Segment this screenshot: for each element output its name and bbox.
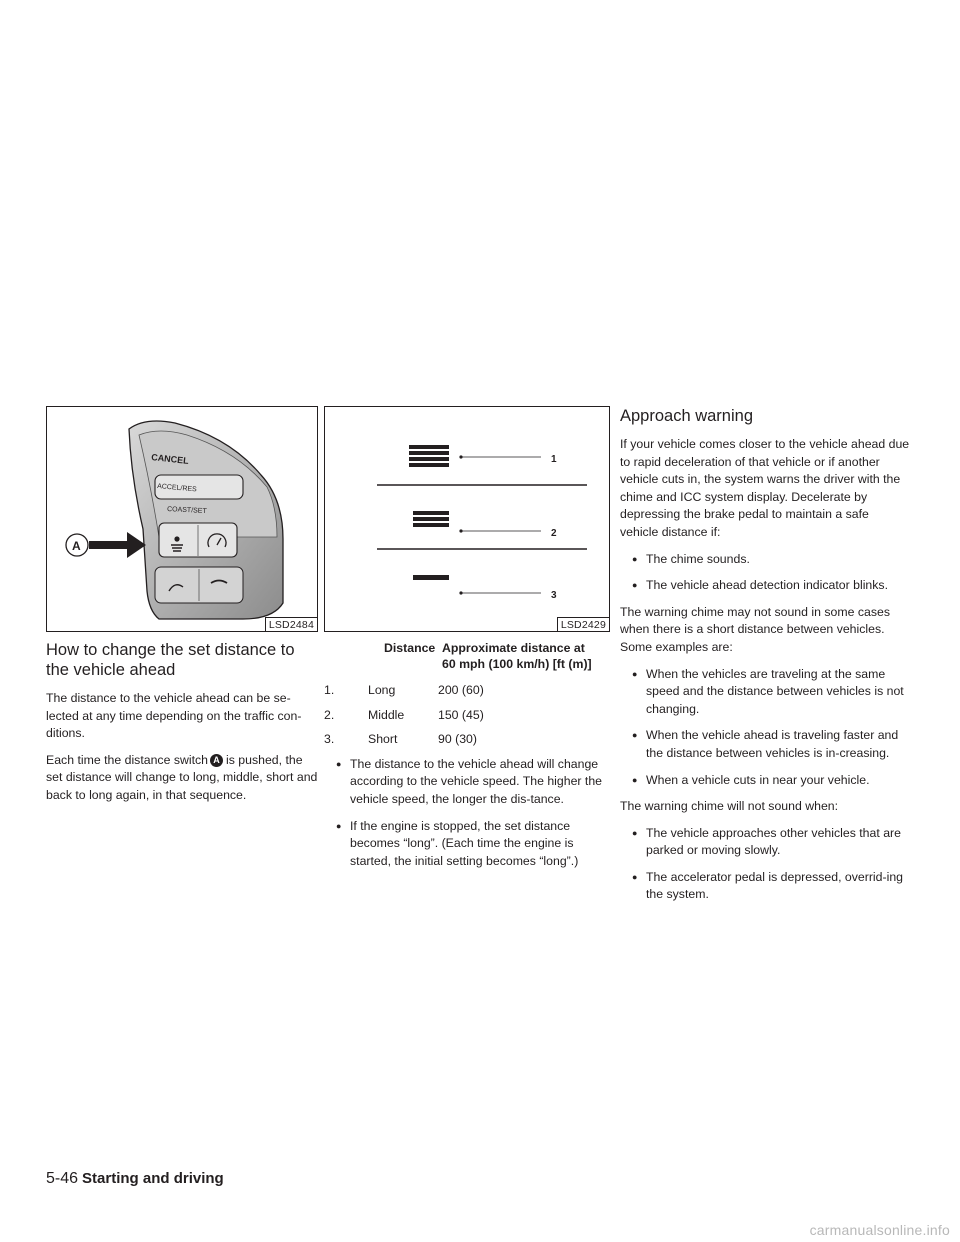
table-row: 1. Long 200 (60) bbox=[324, 683, 484, 697]
distance-display-figure bbox=[324, 406, 610, 632]
paragraph-distance-select: The distance to the vehicle ahead can be se-lected at any time depending on the traffic con-ditions. bbox=[46, 691, 302, 741]
table-header bbox=[324, 641, 610, 672]
steering-switch-illustration bbox=[47, 407, 316, 630]
paragraph-chime-may-not: The warning chime may not sound in some cases when there is a short distance between vehicles. Some examples are: bbox=[620, 604, 890, 654]
heading-approach-warning: Approach warning bbox=[620, 407, 753, 425]
section-title: Starting and driving bbox=[82, 1170, 224, 1187]
figure-number-2: 2 bbox=[551, 528, 557, 539]
list-item: ● The vehicle ahead detection indicator blinks. bbox=[620, 577, 910, 595]
approach-conditions-list bbox=[620, 551, 910, 595]
bullet-icon: ● bbox=[632, 668, 638, 679]
bullet-icon: ● bbox=[336, 758, 342, 769]
bullet-icon: ● bbox=[632, 871, 638, 882]
distance-display-illustration bbox=[325, 407, 608, 630]
list-item: ● When the vehicle ahead is traveling faster and the distance between vehicles is in-creasing. bbox=[632, 728, 899, 760]
bullet-icon: ● bbox=[632, 774, 638, 785]
coast-set-label: COAST/SET bbox=[166, 506, 207, 516]
heading-set-distance: How to change the set distance to the vehicle ahead bbox=[46, 641, 295, 679]
paragraph-chime-will-not: The warning chime will not sound when: bbox=[620, 799, 839, 814]
paragraph-approach: If your vehicle comes closer to the vehicle ahead due to rapid deceleration of that vehicle or if another vehicle cuts in, the system warns the driver with the chime and ICC system display. Decelerate by depressing the brake pedal to maintain a safe vehicle distance if: bbox=[620, 437, 910, 539]
column-left bbox=[46, 406, 318, 814]
bullet-icon: ● bbox=[632, 827, 638, 838]
column-middle bbox=[324, 406, 610, 879]
pointer-arrow bbox=[89, 532, 146, 558]
page-number: 5-46 bbox=[46, 1170, 79, 1187]
list-item: ● The accelerator pedal is depressed, overrid-ing the system. bbox=[632, 869, 904, 902]
list-item: ● The vehicle approaches other vehicles that are parked or moving slowly. bbox=[632, 825, 901, 858]
short-distance-bar bbox=[413, 575, 449, 580]
table-row: 2. Middle 150 (45) bbox=[324, 707, 484, 722]
bullet-icon: ● bbox=[336, 820, 342, 831]
list-item: ● The chime sounds. bbox=[620, 551, 910, 569]
bullet-icon: ● bbox=[632, 730, 638, 741]
cancel-label: CANCEL bbox=[150, 452, 190, 466]
paragraph-distance-switch: Each time the distance switch A is pushed, the set distance will change to long, middle, short and back to long again, in that sequence. bbox=[46, 752, 318, 802]
distance-notes-list bbox=[324, 756, 610, 871]
watermark: carmanualsonline.info bbox=[809, 1222, 950, 1238]
accel-res-label: ACCEL/RES bbox=[156, 483, 197, 494]
list-item: ● The distance to the vehicle ahead will change according to the vehicle speed. The higher the vehicle speed, the longer the dis-tance. bbox=[336, 756, 603, 806]
steering-switch-figure bbox=[46, 406, 318, 632]
distance-table bbox=[324, 682, 610, 749]
long-distance-bars bbox=[409, 445, 449, 467]
callout-a: A bbox=[72, 539, 81, 553]
page-footer bbox=[46, 1170, 224, 1188]
table-row: 3. Short 90 (30) bbox=[324, 732, 477, 747]
chime-will-not-list bbox=[620, 825, 910, 904]
bullet-icon: ● bbox=[632, 580, 638, 591]
switch-a-marker: A bbox=[210, 754, 223, 767]
header-distance: Distance bbox=[384, 641, 436, 655]
list-item: ● When the vehicles are traveling at the same speed and the distance between vehicles is not changing. bbox=[632, 666, 904, 716]
column-right bbox=[620, 406, 910, 913]
figure-number-1: 1 bbox=[551, 454, 557, 465]
bullet-icon: ● bbox=[632, 553, 638, 564]
middle-distance-bars bbox=[413, 511, 449, 527]
figure-label-lsd2429: LSD2429 bbox=[557, 617, 609, 631]
figure-label-lsd2484: LSD2484 bbox=[265, 617, 317, 631]
figure-number-3: 3 bbox=[551, 590, 557, 601]
header-approx: Approximate distance at 60 mph (100 km/h) [ft (m)] bbox=[442, 641, 592, 671]
chime-examples-list bbox=[620, 666, 910, 790]
list-item: ● If the engine is stopped, the set distance becomes “long”. (Each time the engine is started, the initial setting becomes “long”.) bbox=[336, 818, 579, 868]
list-item: ● When a vehicle cuts in near your vehicle. bbox=[620, 772, 910, 790]
